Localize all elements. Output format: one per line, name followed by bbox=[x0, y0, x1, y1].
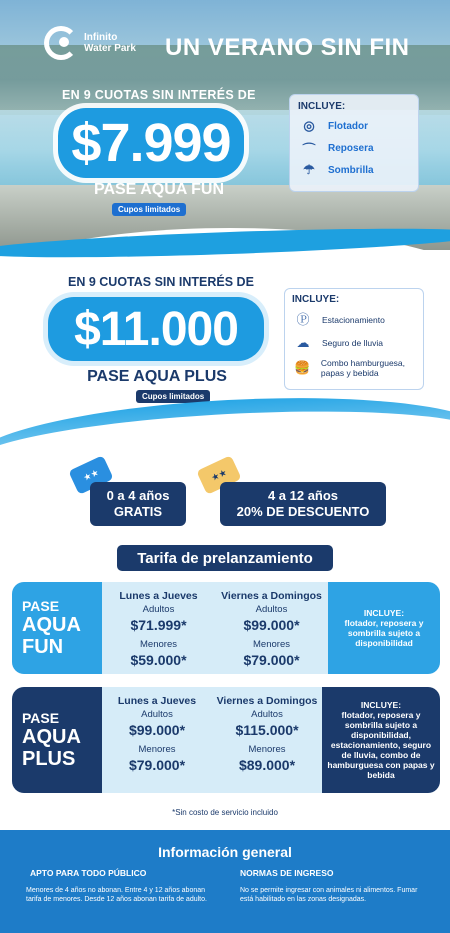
combo-icon: 🍔 bbox=[294, 360, 311, 375]
ticket-icon: ★★ bbox=[196, 455, 241, 495]
age-badge-free: 0 a 4 años GRATIS bbox=[90, 482, 186, 526]
plus-price-table bbox=[12, 687, 440, 793]
age-badge-discount: 4 a 12 años 20% DE DESCUENTO bbox=[220, 482, 386, 526]
fun-include-item: ⌒ Reposera bbox=[298, 140, 410, 156]
plus-includes-title: INCLUYE: bbox=[292, 294, 340, 305]
fun-price: $7.999 bbox=[58, 108, 244, 178]
plus-table-includes: INCLUYE: flotador, reposera y sombrilla sujeto a disponibilidad, estacionamiento, seguro de lluvia, combo de hamburguesa con papas y bebida bbox=[322, 687, 440, 793]
fun-includes-box bbox=[289, 94, 419, 192]
umbrella-icon: ☂ bbox=[303, 162, 315, 177]
logo-mark-icon bbox=[44, 26, 78, 60]
footer-title: Información general bbox=[158, 844, 292, 860]
fun-include-item: ☂ Sombrilla bbox=[298, 162, 410, 178]
footer-left-heading: APTO PARA TODO PÚBLICO bbox=[30, 868, 147, 878]
brand-name-line1: Infinito bbox=[84, 32, 118, 43]
brand-name-line2: Water Park bbox=[84, 43, 136, 54]
service-note: *Sin costo de servicio incluido bbox=[172, 808, 278, 817]
plus-table-label: PASE AQUA PLUS bbox=[12, 687, 102, 793]
fun-col-weekday: Lunes a Jueves Adultos $71.999* Menores $59.000* bbox=[119, 590, 198, 668]
fun-col-weekend: Viernes a Domingos Adultos $99.000* Menores $79.000* bbox=[221, 590, 322, 668]
fun-cupos-badge: Cupos limitados bbox=[112, 203, 186, 216]
plus-installments-text: EN 9 CUOTAS SIN INTERÉS DE bbox=[68, 275, 254, 289]
fun-price-table bbox=[12, 582, 440, 674]
fun-pass-name: PASE AQUA FUN bbox=[93, 181, 225, 198]
brand-logo[interactable] bbox=[44, 26, 136, 60]
plus-cupos-badge: Cupos limitados bbox=[136, 390, 210, 403]
fun-table-label: PASE AQUA FUN bbox=[12, 582, 102, 674]
plus-include-item: ☁ Seguro de lluvia bbox=[292, 335, 416, 351]
plus-pass-name: PASE AQUA PLUS bbox=[87, 368, 227, 385]
tarifa-title: Tarifa de prelanzamiento bbox=[117, 545, 333, 571]
plus-includes-box bbox=[284, 288, 424, 390]
plus-col-weekend: Viernes a Domingos Adultos $115.000* Menores $89.000* bbox=[216, 695, 318, 773]
plus-include-item: 🍔 Combo hamburguesa, papas y bebida bbox=[292, 358, 416, 378]
parking-icon: Ⓟ bbox=[296, 312, 310, 327]
footer-right-heading: NORMAS DE INGRESO bbox=[240, 868, 334, 878]
fun-include-item: ◎ Flotador bbox=[298, 118, 410, 134]
page-title: UN VERANO SIN FIN bbox=[165, 34, 410, 61]
lounger-icon: ⌒ bbox=[302, 141, 316, 157]
plus-include-item: Ⓟ Estacionamiento bbox=[292, 312, 416, 328]
fun-table-includes: INCLUYE: flotador, reposera y sombrilla sujeto a disponibilidad bbox=[328, 582, 440, 674]
ticket-icon: ★★ bbox=[68, 455, 113, 495]
fun-installments-text: EN 9 CUOTAS SIN INTERÉS DE bbox=[62, 88, 256, 102]
float-icon: ◎ bbox=[303, 118, 315, 133]
plus-price: $11.000 bbox=[48, 297, 264, 361]
footer-left-text: Menores de 4 años no abonan. Entre 4 y 12 años abonan tarifa de menores. Desde 12 años abonan tarifa de adulto. bbox=[26, 887, 207, 903]
footer-right-text: No se permite ingresar con animales ni alimentos. Fumar está habilitado en las zonas designadas. bbox=[240, 887, 418, 903]
plus-col-weekday: Lunes a Jueves Adultos $99.000* Menores $79.000* bbox=[117, 695, 197, 773]
info-footer bbox=[0, 830, 450, 933]
fun-includes-title: INCLUYE: bbox=[298, 101, 346, 112]
rain-icon: ☁ bbox=[296, 335, 310, 350]
